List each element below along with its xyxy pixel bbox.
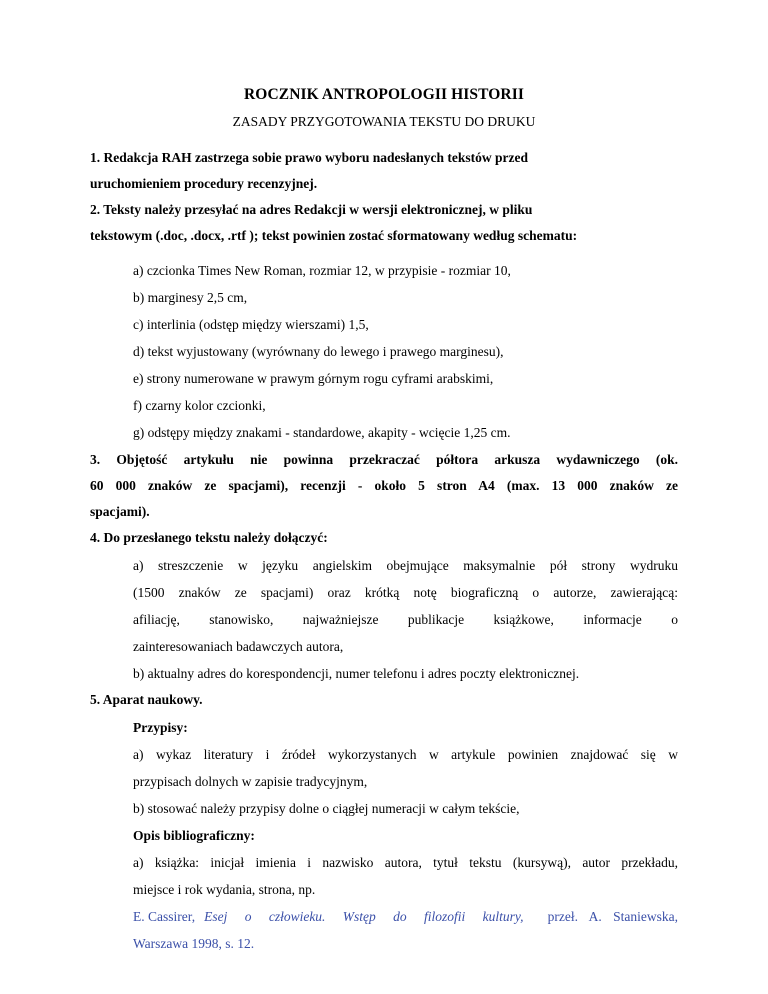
word: afiliację, xyxy=(133,612,180,627)
format-item-a: a) czcionka Times New Roman, rozmiar 12, w przypisie - rozmiar 10, xyxy=(133,263,511,278)
format-item-c: c) interlinia (odstęp między wierszami) 1,5, xyxy=(133,317,369,332)
przypisy-a-line-2: przypisach dolnych w zapisie tradycyjnym, xyxy=(133,774,368,789)
format-item-d: d) tekst wyjustowany (wyrównany do lewego i prawego marginesu), xyxy=(133,344,504,359)
page-subtitle: ZASADY PRZYGOTOWANIA TEKSTU DO DRUKU xyxy=(232,114,536,129)
section-3-line-3: spacjami). xyxy=(90,504,150,519)
opis-a-line-2: miejsce i rok wydania, strona, np. xyxy=(133,882,316,897)
przypisy-a-line-1: a) wykaz literatury i źródeł wykorzystanych w artykule powinien znajdować się w xyxy=(133,747,678,762)
section-4-heading: 4. Do przesłanego tekstu należy dołączyć: xyxy=(90,530,328,545)
page-title: ROCZNIK ANTROPOLOGII HISTORII xyxy=(244,86,524,103)
przypisy-b: b) stosować należy przypisy dolne o ciągłej numeracji w całym tekście, xyxy=(133,801,520,816)
format-item-f: f) czarny kolor czcionki, xyxy=(133,398,266,413)
opis-heading: Opis bibliograficzny: xyxy=(133,828,255,843)
section-2-line-2: tekstowym (.doc, .docx, .rtf ); tekst powinien zostać sformatowany według schematu: xyxy=(90,228,578,243)
section-5-heading: 5. Aparat naukowy. xyxy=(90,692,203,707)
word: stanowisko, xyxy=(209,612,274,627)
word: publikacje xyxy=(407,612,465,627)
format-item-e: e) strony numerowane w prawym górnym rogu cyframi arabskimi, xyxy=(133,371,494,386)
section-3-line-1: 3. Objętość artykułu nie powinna przekraczać półtora arkusza wydawniczego (ok. xyxy=(90,452,678,467)
opis-a-line-1: a) książka: inicjał imienia i nazwisko autora, tytuł tekstu (kursywą), autor przekładu, xyxy=(133,855,678,870)
word: o xyxy=(671,612,678,627)
example-title-text: Esej o człowieku. Wstęp do filozofii kultury, xyxy=(204,909,524,924)
word: informacje xyxy=(583,612,642,627)
example-title xyxy=(204,909,539,925)
example-author: E. Cassirer, xyxy=(133,909,196,924)
word: książkowe, xyxy=(493,612,554,627)
attachment-a-line-3 xyxy=(133,612,678,628)
attachment-a-line-1: a) streszczenie w języku angielskim obejmujące maksymalnie pół strony wydruku xyxy=(133,558,678,573)
format-item-g: g) odstępy między znakami - standardowe, akapity - wcięcie 1,25 cm. xyxy=(133,425,511,440)
example-citation-line-1 xyxy=(133,909,678,925)
section-1-line-1: 1. Redakcja RAH zastrzega sobie prawo wyboru nadesłanych tekstów przed xyxy=(90,150,528,165)
format-item-b: b) marginesy 2,5 cm, xyxy=(133,290,248,305)
attachment-b: b) aktualny adres do korespondencji, numer telefonu i adres poczty elektronicznej. xyxy=(133,666,580,681)
przypisy-heading: Przypisy: xyxy=(133,720,188,735)
section-1-line-2: uruchomieniem procedury recenzyjnej. xyxy=(90,176,318,191)
word: najważniejsze xyxy=(302,612,379,627)
example-citation-line-2: Warszawa 1998, s. 12. xyxy=(133,936,255,951)
attachment-a-line-2: (1500 znaków ze spacjami) oraz krótką notę biograficzną o autorze, zawierającą: xyxy=(133,585,678,600)
section-3-line-2: 60 000 znaków ze spacjami), recenzji - około 5 stron A4 (max. 13 000 znaków ze xyxy=(90,478,678,493)
example-translator: przeł. A. Staniewska, xyxy=(547,909,678,924)
attachment-a-line-4: zainteresowaniach badawczych autora, xyxy=(133,639,344,654)
section-2-line-1: 2. Teksty należy przesyłać na adres Redakcji w wersji elektronicznej, w pliku xyxy=(90,202,533,217)
